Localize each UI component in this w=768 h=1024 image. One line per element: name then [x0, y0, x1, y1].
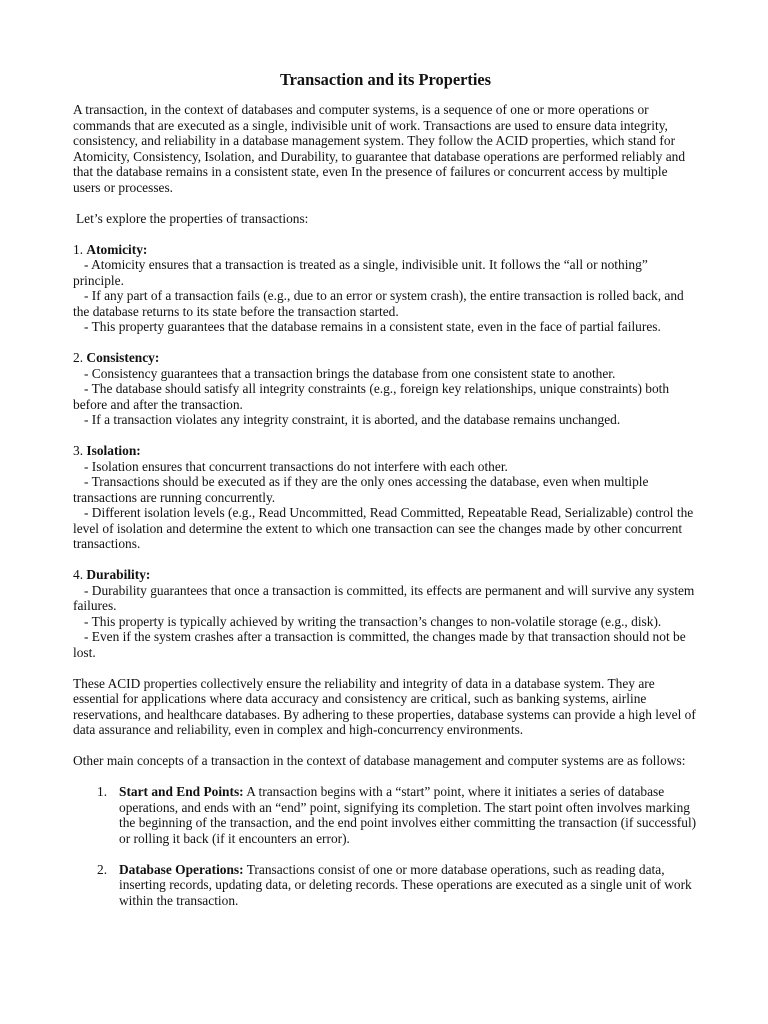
property-bullet: - Even if the system crashes after a transaction is committed, the changes made by that transaction should not be lost. — [73, 629, 686, 660]
property-heading — [73, 567, 698, 583]
property-heading — [73, 350, 698, 366]
property-durability — [73, 567, 698, 660]
intro-paragraph: A transaction, in the context of databases and computer systems, is a sequence of one or more operations or commands that are executed as a single, indivisible unit of work. Transactions are used to ensure data integrity, consistency, and reliability in a database management system. They follow the ACID properties, which stand for Atomicity, Consistency, Isolation, and Durability, to guarantee that database operations are performed reliably and that the database remains in a consistent state, even In the presence of failures or concurrent access by multiple users or processes. — [73, 102, 686, 195]
property-bullet: - Different isolation levels (e.g., Read Uncommitted, Read Committed, Repeatable Read, Serializable) control the level of isolation and determine the extent to which one transaction can see the changes made by other concurrent transactions. — [73, 505, 694, 551]
document-title: Transaction and its Properties — [279, 70, 492, 89]
property-name: Isolation: — [86, 443, 141, 458]
property-bullet: - Durability guarantees that once a transaction is committed, its effects are permanent and will survive any system failures. — [73, 582, 695, 613]
concept-term: Start and End Points: — [119, 784, 244, 799]
property-number: 2. — [73, 350, 84, 365]
property-bullet: - The database should satisfy all integrity constraints (e.g., foreign key relationships, unique constraints) both before and after the transaction. — [73, 381, 670, 412]
property-bullet: - If a transaction violates any integrity constraint, it is aborted, and the database remains unchanged. — [84, 412, 621, 427]
property-bullet: - Isolation ensures that concurrent transactions do not interfere with each other. — [84, 458, 508, 474]
concept-text: A transaction begins with a “start” point, where it initiates a series of database operations, and ends with an “end” point, signifying its completion. The start point often involves marking the beginning of the transaction, and the end point involves either committing the transaction (if successful) or rolling it back (if it encounters an error). — [119, 784, 697, 846]
property-heading — [73, 443, 698, 459]
property-name: Consistency: — [86, 350, 160, 365]
property-isolation — [73, 443, 698, 552]
concepts-list — [73, 784, 698, 908]
property-bullet: - This property is typically achieved by writing the transaction’s changes to non-volatile storage (e.g., disk). — [84, 613, 662, 629]
property-heading — [73, 242, 698, 258]
concepts-intro: Other main concepts of a transaction in the context of database management and computer systems are as follows: — [73, 753, 686, 768]
concept-term: Database Operations: — [119, 861, 244, 877]
property-bullet: - Transactions should be executed as if they are the only ones accessing the database, even when multiple transactions are running concurrently. — [73, 474, 649, 505]
property-name: Atomicity: — [86, 241, 148, 257]
property-bullet: - This property guarantees that the database remains in a consistent state, even in the face of partial failures. — [84, 319, 661, 334]
concept-number: 1. — [97, 784, 108, 799]
property-consistency — [73, 350, 698, 428]
property-name: Durability: — [86, 567, 151, 582]
concept-text: Transactions consist of one or more database operations, such as reading data, inserting records, updating data, or deleting records. These operations are executed as a single unit of work within the transaction. — [119, 861, 692, 908]
concept-number: 2. — [97, 861, 108, 877]
property-bullet: - Atomicity ensures that a transaction is treated as a single, indivisible unit. It follows the “all or nothing” principle. — [73, 257, 648, 288]
lead-sentence: Let’s explore the properties of transactions: — [76, 210, 309, 226]
property-number: 3. — [73, 443, 84, 458]
property-bullet: - If any part of a transaction fails (e.g., due to an error or system crash), the entire transaction is rolled back, and the database returns to its state before the transaction started. — [73, 288, 684, 319]
property-number: 1. — [73, 241, 84, 257]
property-number: 4. — [73, 567, 84, 582]
concept-item — [73, 862, 698, 909]
concept-item — [73, 784, 698, 846]
property-bullet: - Consistency guarantees that a transaction brings the database from one consistent state to another. — [84, 365, 616, 381]
summary-paragraph: These ACID properties collectively ensure the reliability and integrity of data in a database system. They are essential for applications where data accuracy and consistency are critical, such as banking systems, airline reservations, and healthcare databases. By adhering to these properties, database systems can provide a high level of data assurance and reliability, even in complex and high-concurrency environments. — [73, 675, 696, 737]
property-atomicity — [73, 242, 698, 335]
